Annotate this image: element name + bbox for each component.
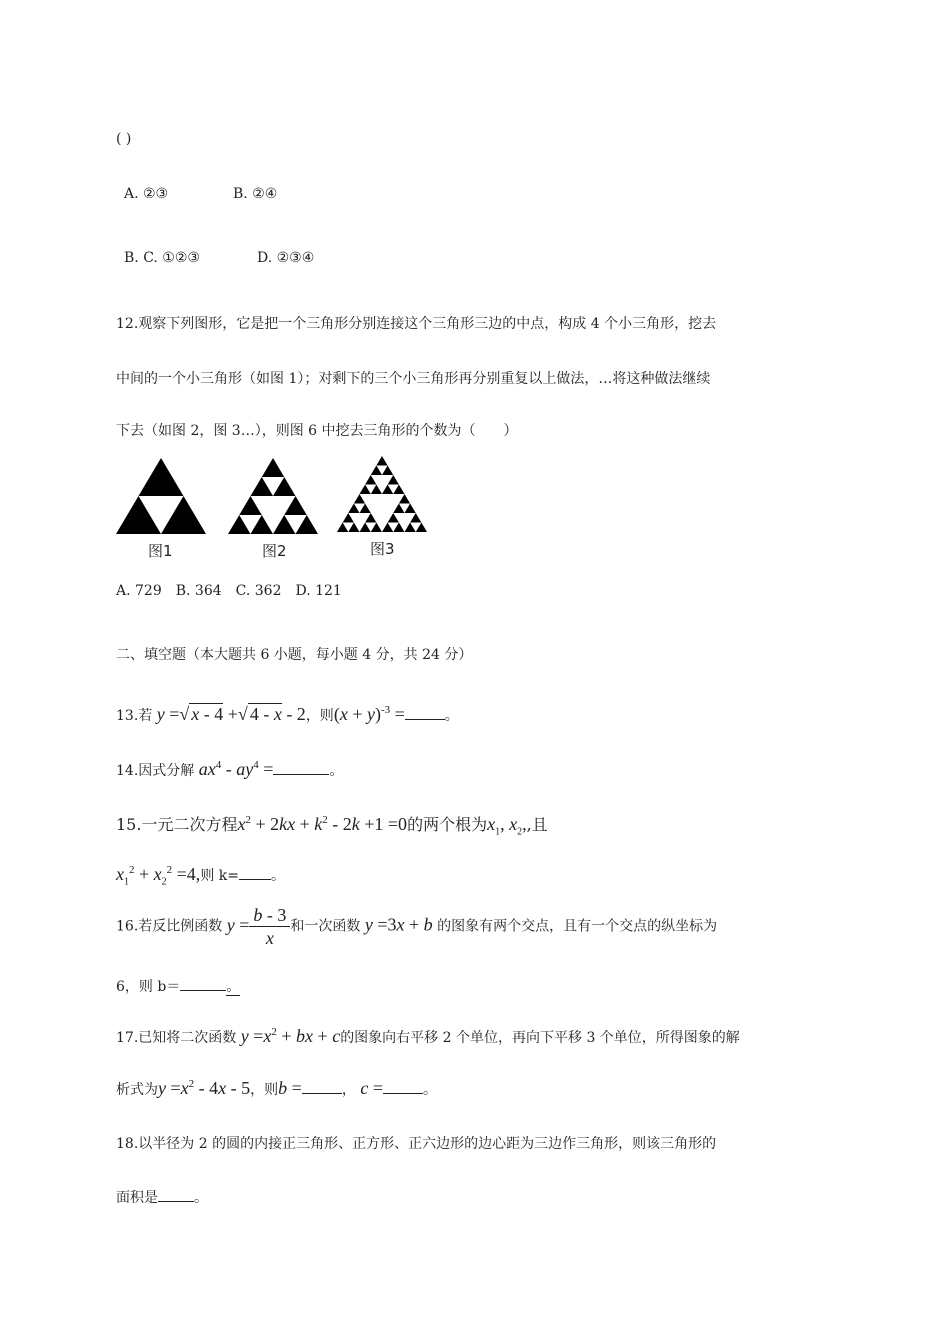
- q15-prefix: 15.一元二次方程: [116, 815, 238, 834]
- figure-2-label: 图2: [262, 542, 287, 560]
- q13-prefix: 13.若: [116, 708, 153, 724]
- q13-equation: y =√ x - 4 +√ 4 - x - 2: [156, 704, 306, 724]
- q13-answer-blank[interactable]: [405, 707, 445, 720]
- q17-period: 。: [422, 1082, 437, 1098]
- q17-prefix: 17.已知将二次函数: [116, 1030, 237, 1046]
- q15-equation: $x^2 + 2kx + k^2 - 2k +1 =0$: [237, 814, 408, 834]
- q11-option-b: B. ②④: [233, 186, 278, 202]
- q15-line2: [116, 864, 285, 888]
- q13: [116, 704, 459, 725]
- q15-condition: $x_1^2 + x_2^2 =4$,: [116, 864, 201, 888]
- q16-answer-blank[interactable]: [180, 978, 226, 991]
- q16-line1: [116, 904, 717, 949]
- q16-linear-function: y =3x + b: [364, 914, 433, 935]
- q17-b-blank[interactable]: [302, 1081, 342, 1094]
- sierpinski-figure-3: [334, 454, 430, 534]
- q12-line1: 12.观察下列图形，它是把一个三角形分别连接这个三角形三边的中点，构成 4 个小三角形，挖去: [116, 316, 717, 332]
- q12-options: A. 729 B. 364 C. 362 D. 121: [116, 583, 342, 599]
- section-2-heading: 二、填空题（本大题共 6 小题，每小题 4 分，共 24 分）: [116, 647, 473, 663]
- q15-line1: [116, 812, 548, 838]
- sierpinski-figure-1: [114, 456, 208, 536]
- q16-line2: [116, 976, 240, 996]
- q15-period: 。: [270, 868, 285, 884]
- q16-inverse-function: y = $\frac{b - 3}{x}$: [227, 915, 291, 935]
- q18-answer-blank[interactable]: [158, 1189, 194, 1202]
- q13-mid: ，则: [305, 708, 334, 724]
- q17-line2-prefix: 析式为: [116, 1082, 158, 1098]
- q15-roots: $x_1$, $x_2$,: [487, 814, 527, 838]
- figure-1-label: 图1: [148, 542, 173, 560]
- q18-period: 。: [194, 1190, 208, 1206]
- q16-prefix: 16.若反比例函数: [116, 918, 223, 935]
- q18-line2-text: 面积是: [116, 1190, 158, 1206]
- q14-expression: $ax^4 - ay^4$ =: [198, 759, 274, 779]
- q11-option-c: B. C. ①②③: [124, 250, 200, 266]
- q11-option-a: A. ②③: [124, 186, 169, 202]
- q17-line2-mid: ，则: [250, 1082, 279, 1098]
- q17-line2: 析式为$y =x^2 - 4x - 5$，则b = ， c = 。: [116, 1078, 437, 1098]
- q12-line2: 中间的一个小三角形（如图 1）；对剩下的三个小三角形再分别重复以上做法，…将这种做法继续: [116, 371, 711, 387]
- sierpinski-figure-2: [226, 456, 320, 536]
- q17-end: 的图象向右平移 2 个单位，再向下平移 3 个单位，所得图象的解: [340, 1030, 740, 1046]
- q14: [116, 759, 343, 780]
- q18-line2: [116, 1187, 208, 1207]
- q15-line2-end: 则 k=: [200, 868, 239, 884]
- q17-function: $y =x^2$ + bx + c: [240, 1026, 341, 1046]
- q12-line3: 下去（如图 2，图 3…），则图 6 中挖去三角形的个数为（ ）: [116, 423, 518, 439]
- q11-paren: ( ): [116, 131, 132, 147]
- q16-end: 的图象有两个交点，且有一个交点的纵坐标为: [437, 918, 718, 935]
- q13-end: 。: [444, 708, 459, 724]
- q15-answer-blank[interactable]: [239, 867, 271, 880]
- q14-end: 。: [329, 763, 344, 779]
- q13-expression: $(x + y)^{-3}$ =: [333, 704, 405, 724]
- q15-mid: 的两个根为: [407, 815, 488, 834]
- q16-period: 。: [226, 979, 241, 995]
- figure-3-label: 图3: [370, 540, 395, 558]
- q18-line1: 18.以半径为 2 的圆的内接正三角形、正方形、正六边形的边心距为三边作三角形，则该三角形的: [116, 1136, 717, 1152]
- q16-mid: 和一次函数: [290, 918, 361, 935]
- q17-line1: [116, 1026, 740, 1047]
- q14-answer-blank[interactable]: [273, 762, 329, 775]
- q17-c-blank[interactable]: [383, 1081, 423, 1094]
- q17-b-symbol: b =: [278, 1078, 302, 1098]
- q17-result-function: $y =x^2 - 4x - 5$: [158, 1078, 251, 1098]
- q17-c-symbol: c =: [355, 1078, 383, 1098]
- q11-option-d: D. ②③④: [257, 250, 315, 266]
- q16-line2: 6，则 b＝: [116, 979, 181, 995]
- q14-prefix: 14.因式分解: [116, 763, 195, 779]
- q15-end: ,且: [526, 815, 548, 834]
